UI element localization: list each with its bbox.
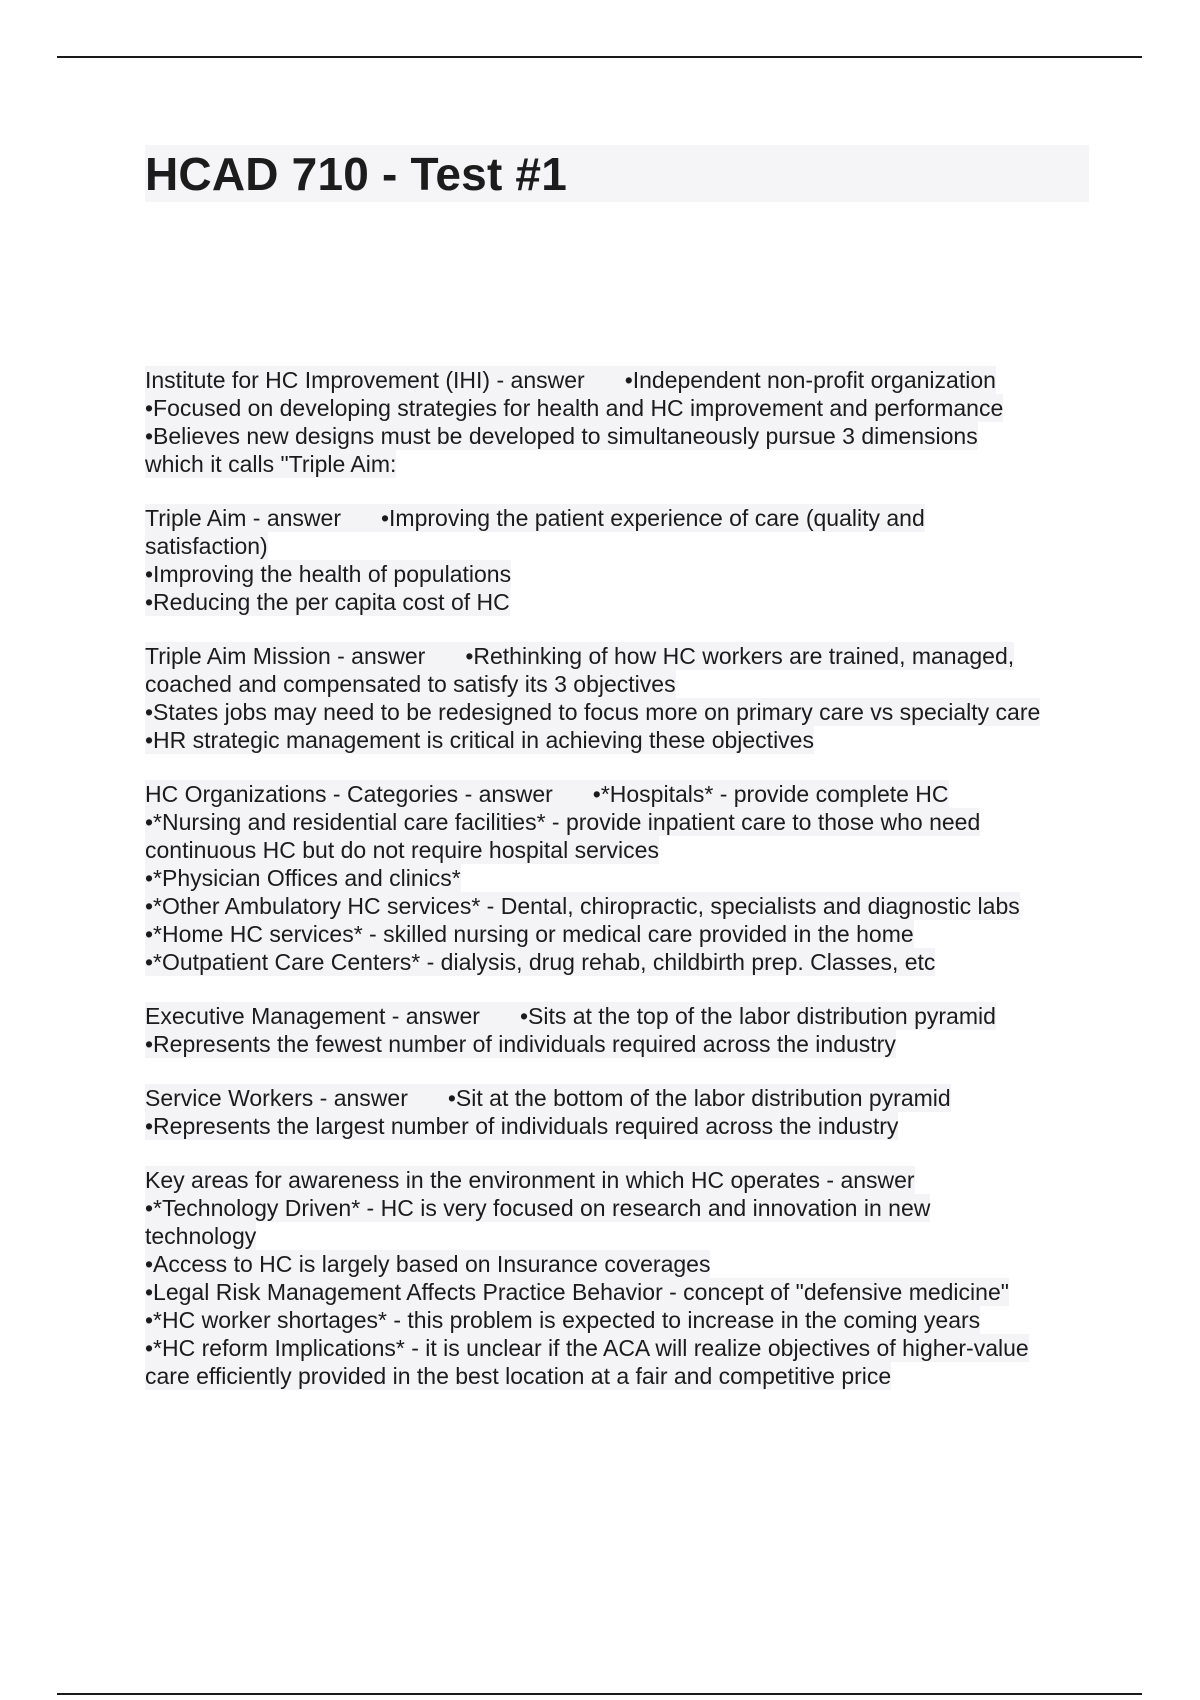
card-line [145, 504, 925, 532]
card-answer-first: •Sits at the top of the labor distribution pyramid [519, 1003, 996, 1029]
card-line: satisfaction) [145, 533, 268, 559]
card-line: •*HC worker shortages* - this problem is expected to increase in the coming years [145, 1307, 981, 1333]
flashcard-ihi [145, 366, 1095, 478]
card-line: •Represents the largest number of individuals required across the industry [145, 1113, 899, 1139]
card-term: Executive Management - answer [145, 1003, 480, 1029]
card-line [145, 366, 996, 394]
document-title: HCAD 710 - Test #1 [145, 148, 568, 200]
card-answer-first: •Improving the patient experience of care (quality and [380, 505, 925, 531]
card-line: •Focused on developing strategies for health and HC improvement and performance [145, 395, 1004, 421]
flashcard-key-areas [145, 1166, 1095, 1390]
card-line: which it calls "Triple Aim: [145, 451, 397, 477]
card-term: Institute for HC Improvement (IHI) - answer [145, 367, 585, 393]
card-line: •Believes new designs must be developed to simultaneously pursue 3 dimensions [145, 423, 978, 449]
card-line: •States jobs may need to be redesigned to focus more on primary care vs specialty care [145, 699, 1041, 725]
flashcard-triple-aim-mission [145, 642, 1095, 754]
card-term: Service Workers - answer [145, 1085, 408, 1111]
card-line: •*Other Ambulatory HC services* - Dental, chiropractic, specialists and diagnostic labs [145, 893, 1020, 919]
card-line: •*Nursing and residential care facilities* - provide inpatient care to those who need [145, 809, 981, 835]
card-line [145, 1002, 996, 1030]
card-answer-first: •*Hospitals* - provide complete HC [592, 781, 949, 807]
card-line: •*Physician Offices and clinics* [145, 865, 461, 891]
top-rule [57, 56, 1142, 58]
card-line: •Legal Risk Management Affects Practice Behavior - concept of "defensive medicine" [145, 1279, 1009, 1305]
card-line [145, 780, 949, 808]
card-line: technology [145, 1223, 257, 1249]
card-line [145, 1084, 951, 1112]
card-line [145, 1166, 915, 1194]
card-line: care efficiently provided in the best location at a fair and competitive price [145, 1363, 892, 1389]
card-line: •Improving the health of populations [145, 561, 512, 587]
card-line: •HR strategic management is critical in achieving these objectives [145, 727, 814, 753]
card-term: Key areas for awareness in the environment in which HC operates - answer [145, 1167, 915, 1193]
card-term: Triple Aim - answer [145, 505, 341, 531]
card-line: coached and compensated to satisfy its 3 objectives [145, 671, 676, 697]
card-line [145, 642, 1014, 670]
card-line: •*Home HC services* - skilled nursing or medical care provided in the home [145, 921, 914, 947]
card-term: Triple Aim Mission - answer [145, 643, 426, 669]
card-line: •*Technology Driven* - HC is very focused on research and innovation in new [145, 1195, 931, 1221]
card-line: •Represents the fewest number of individuals required across the industry [145, 1031, 896, 1057]
card-line: •*Outpatient Care Centers* - dialysis, drug rehab, childbirth prep. Classes, etc [145, 949, 936, 975]
card-line: •Access to HC is largely based on Insurance coverages [145, 1251, 711, 1277]
card-line: continuous HC but do not require hospital services [145, 837, 659, 863]
card-answer-first: •Sit at the bottom of the labor distribution pyramid [447, 1085, 951, 1111]
card-term: HC Organizations - Categories - answer [145, 781, 553, 807]
card-answer-first: •Independent non-profit organization [624, 367, 996, 393]
bottom-rule [57, 1693, 1142, 1695]
card-answer-first: •Rethinking of how HC workers are trained, managed, [465, 643, 1015, 669]
flashcard-triple-aim [145, 504, 1095, 616]
flashcard-list [145, 366, 1095, 1416]
flashcard-executive-management [145, 1002, 1095, 1058]
card-line: •Reducing the per capita cost of HC [145, 589, 510, 615]
flashcard-service-workers [145, 1084, 1095, 1140]
flashcard-hc-organizations [145, 780, 1095, 976]
card-line: •*HC reform Implications* - it is unclear if the ACA will realize objectives of higher-value [145, 1335, 1029, 1361]
